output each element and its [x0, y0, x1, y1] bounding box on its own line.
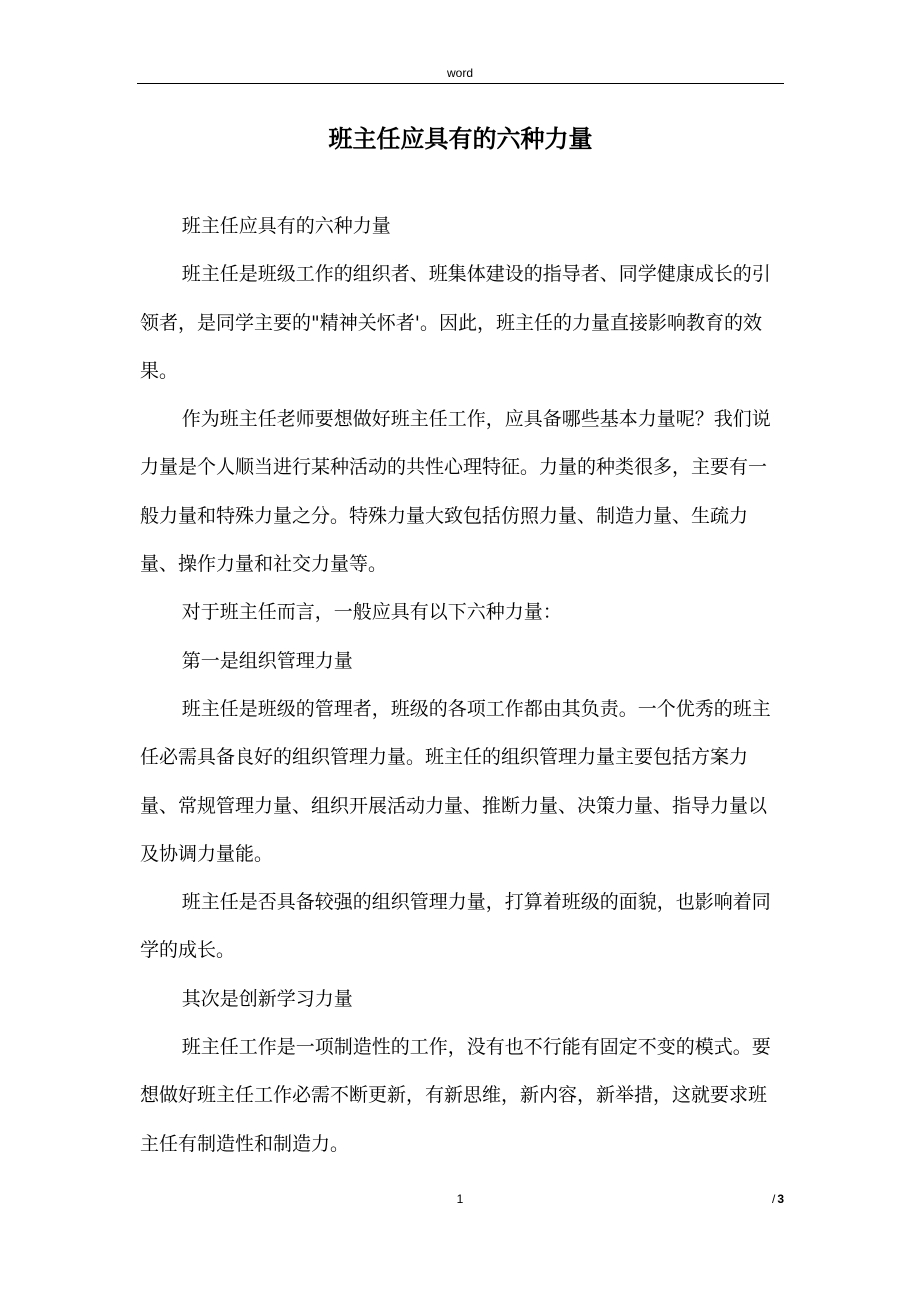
paragraph: 作为班主任老师要想做好班主任工作，应具备哪些基本力量呢？我们说力量是个人顺当进行某种活动的共性心理特征。力量的种类很多，主要有一般力量和特殊力量之分。特殊力量大致包括仿照力量、制造力量、生疏力量、操作力量和社交力量等。 — [140, 408, 771, 576]
paragraph: 班主任是否具备较强的组织管理力量，打算着班级的面貌，也影响着同学的成长。 — [140, 891, 771, 962]
header-divider — [137, 83, 784, 84]
section-heading: 第一是组织管理力量 — [181, 649, 353, 672]
document-body — [140, 202, 780, 1168]
document-title: 班主任应具有的六种力量 — [328, 125, 593, 153]
footer-page-number: 1 — [456, 1192, 464, 1206]
paragraph: 班主任应具有的六种力量 — [181, 215, 391, 237]
paragraph: 班主任是班级工作的组织者、班集体建设的指导者、同学健康成长的引领者，是同学主要的"精神关怀者'。因此，班主任的力量直接影响教育的效果。 — [140, 263, 771, 382]
footer-total-number: 3 — [777, 1192, 784, 1206]
paragraph: 对于班主任而言，一般应具有以下六种力量： — [181, 601, 562, 624]
footer-total-pages — [750, 1191, 784, 1207]
footer-separator: / — [771, 1192, 776, 1206]
paragraph: 班主任是班级的管理者，班级的各项工作都由其负责。一个优秀的班主任必需具备良好的组织管理力量。班主任的组织管理力量主要包括方案力量、常规管理力量、组织开展活动力量、推断力量、决策力量、指导力量以及协调力量能。 — [140, 697, 771, 865]
paragraph: 班主任工作是一项制造性的工作，没有也不行能有固定不变的模式。要想做好班主任工作必需不断更新，有新思维，新内容，新举措，这就要求班主任有制造性和制造力。 — [140, 1036, 771, 1155]
page-header: word — [446, 66, 473, 80]
section-heading: 其次是创新学习力量 — [181, 987, 353, 1010]
